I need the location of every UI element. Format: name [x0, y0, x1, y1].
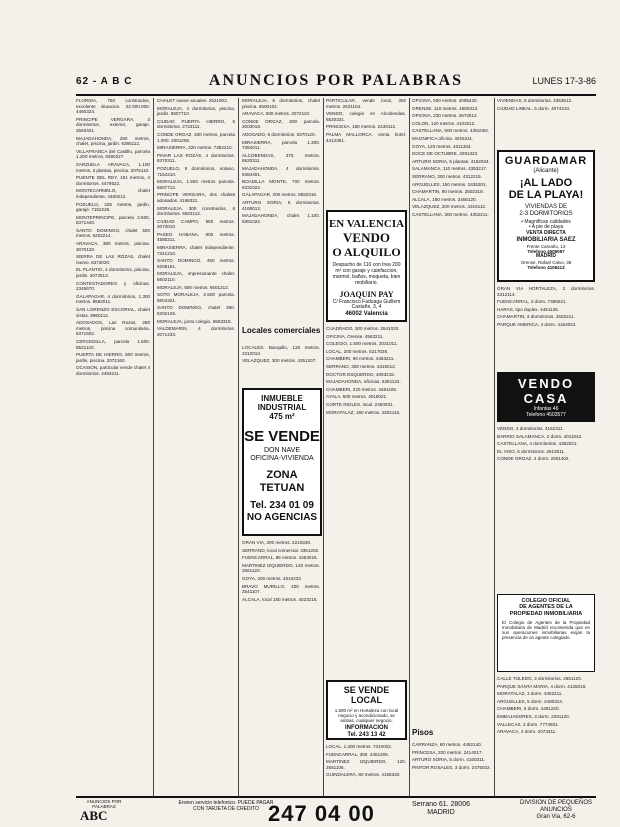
- classified-ad: PASEO HABANA, 900 metros. 4580211.: [157, 231, 235, 243]
- ad-column-5: [412, 98, 492, 730]
- ad-column-1: [76, 98, 150, 798]
- ad-column-3: [242, 98, 320, 318]
- ad-line: DE LA PLAYA!: [508, 189, 584, 202]
- classified-ad: MORATALAZ, 3 dorm. 4302211.: [497, 691, 563, 697]
- ad-line: INMUEBLE: [261, 394, 303, 403]
- classified-ad: POZUELO, 5 dormitorios, sotano. 7154210.: [157, 165, 235, 177]
- ad-line: C/ Francisco Faduaga Guillem Castañe, 3, 4: [332, 298, 401, 311]
- classified-ad: GUINDALERA, 80 metros. 4156330.: [326, 772, 401, 778]
- display-ad-colegio: [497, 594, 595, 672]
- classified-ad: MORALEJA, junto colegio. 6503318.: [157, 318, 232, 324]
- classified-ad: PRINCIPE VERGARA, dos chalets adosados. 4168321.: [157, 192, 235, 203]
- page-title: ANUNCIOS POR PALABRAS: [208, 72, 464, 89]
- ad-line: ZONA TETUAN: [259, 468, 305, 494]
- classified-ad: MORATALAZ, 150 metros. 4302116.: [326, 409, 401, 415]
- footer-division: [516, 800, 596, 821]
- footer-label: ANUNCIOS POR PALABRAS: [86, 799, 122, 809]
- classified-ad: MIRASIERRA, parcela 1.300. 7384011.: [242, 139, 320, 151]
- classified-ad: MARTINEZ IZQUIERDO, 120 metros. 2561120.: [242, 562, 320, 574]
- classified-ad: CASTELLANA, 4 dormitorios. 4352021.: [497, 441, 578, 447]
- classified-ad: SANTO DOMINGO, chalet 500 metros. 6202214.: [76, 227, 150, 239]
- classified-ad: AYALA, 500 metros. 4018021.: [326, 394, 388, 400]
- classified-ad: COLEGIO, 1.500 metros. 2031011.: [326, 341, 398, 347]
- classified-ad: COLON, 120 metros. 4103212.: [412, 120, 476, 126]
- classified-ad: MONTECARMELO, chalet independiente, 4460212.: [76, 188, 150, 199]
- ad-line: Tel. 234 01 09: [250, 500, 314, 512]
- display-ad-local: [326, 680, 407, 740]
- ad-line: NO AGENCIAS: [246, 511, 318, 523]
- ad-line: O ALQUILO: [332, 244, 401, 259]
- classified-ad: VILLAFRANCA del Castillo, parcela 1.200 metros, 6390227.: [76, 148, 150, 160]
- classified-ad: SERRANO, 300 metros. 4312215.: [412, 173, 482, 179]
- ad-column-6-bottom: [497, 676, 595, 794]
- ad-column-6-middle: [497, 286, 595, 370]
- ad-line: Telefono 4108413: [527, 265, 565, 270]
- ad-line: VIVIENDAS DE: [524, 203, 567, 210]
- classified-ad: ALCALA, local 150 metros. 4023216.: [242, 596, 318, 602]
- footer-address: Serrano 61. 28006 MADRID: [412, 801, 470, 816]
- classified-ad: VELAZQUEZ, 300 metros. 4351207.: [242, 358, 317, 364]
- classified-ad: PRINCESA, 200 metros. 2414017.: [412, 749, 483, 755]
- classified-ad: ARTURO SORIA, 5 dormitorios. 4168012.: [242, 199, 320, 211]
- ad-line: El Colegio de Agentes de la Propiedad Inmobiliaria de Madrid recomienda que en sus operaciones inmobiliarias exijan la presencia de un agente colegiado.: [502, 619, 590, 641]
- classified-ad: FUENCARRAL, 300. 4451205.: [326, 751, 390, 757]
- classified-ad: MAJADAHONDA, oficinas. 6381122.: [326, 379, 401, 385]
- classified-ad: CERCEDILLA, parcela 1.500. 8521120.: [76, 338, 150, 350]
- classified-ad: GRAN VIA, 200 metros. 2210348.: [242, 540, 312, 545]
- ad-line: CASA: [523, 390, 569, 406]
- column-rule: [494, 98, 495, 798]
- display-ad-vendo-casa: [497, 372, 595, 422]
- classified-ad: MIRASIERRA, 320 metros. 7382210.: [157, 145, 233, 151]
- classified-ad: CASTELLANA, 600 metros. 4351002.: [412, 128, 490, 134]
- ad-line: DE AGENTES DE LA: [519, 604, 573, 611]
- ad-line: SE VENDE: [244, 427, 320, 445]
- classified-ad: LOCAL, 200 metros. 5217028.: [326, 348, 389, 354]
- classified-ad: GALAPAGAR, 200 metros. 8582316.: [242, 192, 318, 198]
- ad-line: 475 m²: [269, 412, 295, 422]
- ad-line: 2-3 DORMITORIOS: [519, 210, 573, 217]
- ad-line: Despacho de 110 con trea 200 m² con garaje y calefaccion, marmol, baños, moqueta, bien mobiliario.: [332, 262, 401, 286]
- classified-ad: ADOSADO, 5 dormitorios. 6370120.: [242, 131, 316, 137]
- classified-ad: OFICINA, 230 metros. 2672512.: [412, 113, 478, 119]
- classified-ad: PINAR LAS ROZAS, 4 dormitorios. 6370311.: [157, 152, 235, 164]
- classified-ad: PARQUE SANTA MARIA, 4 dorm. 4135018.: [497, 683, 587, 689]
- classified-ad: BRAVO MURILLO, 400 metros. 2541107.: [242, 583, 320, 595]
- classified-ad: DOCTOR ESQUERDO, 4093215.: [326, 371, 396, 377]
- classified-ad: GOYA, 120 metros. 4011304.: [412, 143, 472, 149]
- classified-ad: ALCALA, 180 metros. 2456120.: [412, 196, 477, 202]
- ad-line: PROPIEDAD INMOBILIARIA: [509, 610, 583, 617]
- classified-ad: BARRIO SALAMANCA, 2 dorm. 4011042.: [497, 433, 583, 439]
- classified-ad: MAJADAHONDA, 4 dormitorios. 6384401.: [242, 165, 320, 177]
- classified-ad: ARGUELLES, 150 metros. 2435201.: [412, 181, 487, 187]
- page-footer: [76, 796, 596, 824]
- ad-line: INDUSTRIAL: [257, 403, 307, 413]
- classified-ad: SANTO DOMINGO, 450 metros. 6208151.: [157, 258, 235, 269]
- classified-ad: PARTICULAR, vende local, 300 metros. 2521104.: [326, 98, 406, 109]
- classified-ad: OCASION, particular vende chalet 4 dormitorios. 4493211.: [76, 365, 150, 376]
- classified-ad: VENDO, colegio en Alcobendas. 6520331.: [326, 111, 406, 122]
- classified-ad: MORALEJA, 4 dormitorios, piscina, jardin. 6507710.: [157, 105, 235, 117]
- classified-ad: CHAMARTIN, 90 metros. 2502318.: [412, 189, 484, 195]
- classified-ad: OFICINA, 500 metros. 4095220.: [412, 98, 478, 103]
- ad-line: COLEGIO OFICIAL: [521, 598, 571, 604]
- page-header: [76, 72, 596, 96]
- classified-ad: EL VISO, 5 dormitorios. 2613011.: [497, 448, 566, 454]
- classified-ad: CHALET nueve anuales. 2521903.: [157, 98, 228, 103]
- footer-note: Envien servicio telefonico. PUEDE PAGAR CON TARJETA DE CREDITO: [178, 800, 274, 812]
- classified-ad: CONDE ORGAZ, 600 parcela. 2003018.: [242, 118, 320, 130]
- classified-ad: EMBAJADORES, 3 dorm. 2281120.: [497, 713, 570, 719]
- classified-ad: CHAMARTIN, 3 dormitorios. 2503211.: [497, 314, 575, 320]
- classified-ad: GALAPAGAR, 4 dormitorios, 1.300 metros. 8582011.: [76, 293, 150, 305]
- ad-line: ¡AL LADO: [519, 176, 573, 189]
- classified-ad: MORALEJA, 600 metros. 6501212.: [157, 284, 230, 290]
- classified-ad: GRAN VIA HORTALEZA, 2 dormitorios. 2312114.: [497, 286, 595, 297]
- ad-line: 1.500 m² en Hortaleza con local negocio y acondicionado, se ambas, cualquier negocio.: [334, 707, 399, 724]
- classified-ad: ARAVACA, 500 metros. 2072110.: [242, 111, 311, 117]
- classified-ad: ARAVACA, 4 dorm. 2073311.: [497, 729, 557, 735]
- classified-ad: CONDE ORGAZ, 4 dorm. 2001402.: [497, 456, 570, 462]
- division-line: DIVISION DE PEQUEÑOS ANUNCIOS: [519, 800, 592, 813]
- classified-ad: ARTURO SORIA, 5 plantas. 4162034.: [412, 158, 490, 164]
- classified-ad: BOADILLA MONTE, 700 metros. 6331022.: [242, 179, 320, 190]
- ad-line: VENDO: [517, 376, 575, 391]
- classified-ad: CONDE ORGAZ, 400 metros, parcela 1.000. 2001205.: [157, 131, 235, 143]
- ad-column-4: [326, 98, 406, 208]
- ad-column-4-bottom: [326, 744, 406, 794]
- page-date: LUNES 17-3-86: [532, 76, 596, 86]
- classified-ad: OFICINA, Orense. 4563211.: [326, 333, 384, 339]
- classified-ad: MORALEJA, 1.500 metros parcela. 6507712.: [157, 179, 235, 190]
- classified-ad: VALLECAS, 2 dorm. 7774501.: [497, 721, 559, 727]
- footer-phone: 247 04 00: [268, 801, 375, 826]
- column-rule: [409, 98, 410, 798]
- ad-line: Orense, Rafael Calvo, 38: [520, 259, 572, 265]
- ad-line: SE VENDE LOCAL: [343, 685, 390, 706]
- ad-line: EN VALENCIA: [328, 218, 405, 230]
- classified-ad: ORENSE, 110 metros. 4560313.: [412, 105, 479, 111]
- ad-line: MADRID: [536, 253, 556, 260]
- column-rule: [238, 98, 239, 798]
- classified-ad: ZARZUELA ARAVACA, 1.100 metros, 3 plantas, piscina. 2075110.: [76, 161, 150, 173]
- classified-ad: POZUELO, 225 metros, jardin, garaje. 7152226.: [76, 201, 150, 213]
- classified-ad: SERRANO, local comercial. 4351202.: [242, 547, 320, 553]
- classified-ad: VELAZQUEZ, 200 metros. 4316112.: [412, 204, 487, 210]
- ad-line: Telefono 4503577: [526, 411, 566, 418]
- classified-ad: CHAMBERI, 90 metros. 4453211.: [326, 356, 395, 362]
- classified-ad: PUENTE DEL REY, 161 metros, 4 dormitorios. 4479522.: [76, 175, 150, 186]
- ad-line: OFICINA-VIVIENDA: [250, 454, 314, 462]
- ad-column-6-lower: [497, 426, 595, 590]
- classified-ad: MAJADAHONDA, 290 metros, chalet, piscina, jardin. 6385112.: [76, 135, 150, 147]
- classified-ad: CORTE INGLES, local. 2450031.: [326, 401, 394, 407]
- ad-line: Infantas 46: [533, 405, 559, 412]
- classified-ad: VIVIENDAS, 5 dormitorios. 4353512.: [497, 98, 573, 103]
- section-heading-pisos: Pisos: [412, 728, 434, 737]
- ad-column-3-lower: [242, 540, 320, 795]
- classified-ad: SOTO MORALEJA, 2.500 parcela. 6504321.: [157, 292, 235, 303]
- classified-ad: FLORIDA, 750 construidos, excelente situacion. 22.000.000. 4460324.: [76, 98, 150, 115]
- ad-column-4-lower: [326, 326, 406, 686]
- classified-ad: CASTELLANA, 300 metros. 4352211.: [412, 211, 489, 217]
- classified-ad: ADOSADOS, Las Rozas, 280 metros, piscina comunitaria. 6371502.: [76, 320, 150, 337]
- classified-ad: GOYA, 200 metros. 4010232.: [242, 575, 303, 581]
- classified-ad: ARGUELLES, 5 dorm. 2480313.: [497, 698, 564, 704]
- ad-line: Telefono 4508097: [527, 248, 565, 254]
- classified-ad: FUENCARRAL, 85 metros. 4453016.: [242, 555, 318, 561]
- classified-ad: CARRANZA, 80 metros. 4452140.: [412, 742, 482, 747]
- abc-logo: ABC: [80, 808, 108, 823]
- classified-ad: ALCOBENDAS, 375 metros. 6520311.: [242, 152, 320, 164]
- classified-ad: MORALEJA, 8 dormitorios, chalet piscina. 6500104.: [242, 98, 320, 109]
- classified-ad: VENDO, 4 dormitorios. 4152311.: [497, 426, 564, 431]
- ad-line: INMOBILIARIA SAEZ: [516, 236, 576, 243]
- classified-ad: SIERRA DE LAS ROZAS, chalet nuevo. 6373020.: [76, 254, 150, 265]
- display-ad-guardamar: [497, 150, 595, 282]
- division-line: Gran Via, 62-6: [536, 814, 576, 820]
- classified-ad: EL PLANTIO, 4 dormitorios, piscina, jardin. 2072513.: [76, 267, 150, 279]
- ad-line: DON NAVE: [263, 446, 301, 454]
- classified-ad: CUADRADO, 300 metros. 2541020.: [326, 326, 400, 331]
- classified-ad: PRINCIPE VERGARA, 3 dormitorios, exterior, garaje. 2563401.: [76, 116, 150, 133]
- ad-line: VENDO: [343, 229, 390, 245]
- ad-line: Tel. 243 13 42: [347, 732, 386, 739]
- classified-ad: SALAMANCA, 110 metros. 4353217.: [412, 166, 488, 172]
- classified-ad: PRINCESA, 180 metros. 2430112.: [326, 124, 397, 130]
- classified-ad: CIUDAD LINEAL, 5 dorm. 4074210.: [497, 105, 571, 111]
- ad-line: VENTA DIRECTA: [526, 230, 566, 237]
- page-number: 62 - A B C: [76, 76, 133, 87]
- classified-ad: FUENCARRAL, 4 dorm. 7385021.: [497, 299, 567, 305]
- classified-ad: CHAMBERI, 6 dorm. 4481220.: [497, 706, 560, 712]
- classified-ad: ARAVACA, 380 metros, piscina. 3070120.: [76, 241, 150, 252]
- classified-ad: PINTOR ROSALES, 3 dorm. 2475032.: [412, 764, 491, 770]
- classified-ad: CONTESTADORES y oficinas. 2345670.: [76, 280, 150, 292]
- ad-line: • Magnificas calidades: [521, 218, 571, 225]
- ad-column-6: [497, 98, 595, 146]
- classified-ad: VALDEMARIN, 4 dormitorios. 2071233.: [157, 326, 235, 337]
- section-heading-locales: Locales comerciales: [242, 326, 321, 335]
- ad-line: Frente Camaño, 13: [526, 243, 566, 249]
- ad-line: • A pie de playa: [528, 224, 564, 231]
- classified-ad: MAJADAHONDA, chalet 1.100. 6381022.: [242, 213, 320, 224]
- classified-ad: PALMA MALLORCA, venta hotel. 4412361.: [326, 131, 406, 143]
- ad-column-3-middle: [242, 345, 320, 385]
- display-ad-valencia: [326, 210, 407, 322]
- classified-ad: LOCAL, 1.200 metros. 7310022.: [326, 744, 393, 749]
- ad-line: (Alicante): [533, 167, 559, 174]
- classified-ad: MONTEPRINCIPE, parcela 2.500, 6371440.: [76, 214, 150, 226]
- classified-ad: MIRASIERRA, chalet independiente. 7341210.: [157, 245, 235, 256]
- classified-ad: HARAS, tipo duplex. 4451126.: [497, 306, 559, 312]
- classified-ad: PARQUE AMERICA, 4 dorm. 4154022.: [497, 321, 577, 327]
- classified-ad: CALLE TOLEDO, 3 dormitorios. 2651120.: [497, 676, 583, 681]
- classified-ad: SERRANO, 300 metros. 4315012.: [326, 363, 396, 369]
- classified-ad: CIUDAD CAMPO, 550 metros. 2073010.: [157, 218, 235, 230]
- classified-ad: MORALEJA, 300 construidos, 6 dormitorios. 6503112.: [157, 205, 235, 217]
- classified-ad: MORALEJA, impresionante chalet. 6502110.: [157, 271, 235, 283]
- classified-ad: SANTO DOMINGO, chalet 380. 6202126.: [157, 305, 235, 316]
- ad-line: INFORMACION: [345, 725, 388, 732]
- ad-column-2: [157, 98, 235, 798]
- display-ad-inmueble: [242, 388, 322, 536]
- classified-ad: MARTINEZ IZQUIERDO, 120. 2561106.: [326, 759, 406, 770]
- classified-ad: MAGNIFICA oficina. 4015211.: [412, 135, 474, 141]
- ad-line: 46002 Valencia: [345, 311, 388, 318]
- column-rule: [153, 98, 154, 798]
- classified-ad: SAN LORENZO ESCORIAL, chalet vistas. 8960112.: [76, 307, 150, 318]
- classified-ad: ARTURO SORIA, 5 dorm. 4160311.: [412, 757, 486, 763]
- column-rule: [323, 98, 324, 798]
- classified-ad: DOCE DE OCTUBRE, 4091323.: [412, 151, 479, 157]
- classified-ad: CIUDAD PUERTA HIERRO, 6 dormitorios. 2723111.: [157, 118, 235, 130]
- ad-column-5-bottom: [412, 742, 492, 794]
- classified-ad: PUERTA DE HIERRO, 500 metros, jardin, piscina. 2072160.: [76, 352, 150, 363]
- ad-line: GUARDAMAR: [504, 155, 588, 167]
- classified-ad: LOCALES: Barquillo, 120 metros. 2312010.: [242, 345, 320, 356]
- ad-line: JOAQUIN PAY: [339, 290, 394, 300]
- classified-ad: CHAMBERI, 220 metros. 4481105.: [326, 386, 398, 392]
